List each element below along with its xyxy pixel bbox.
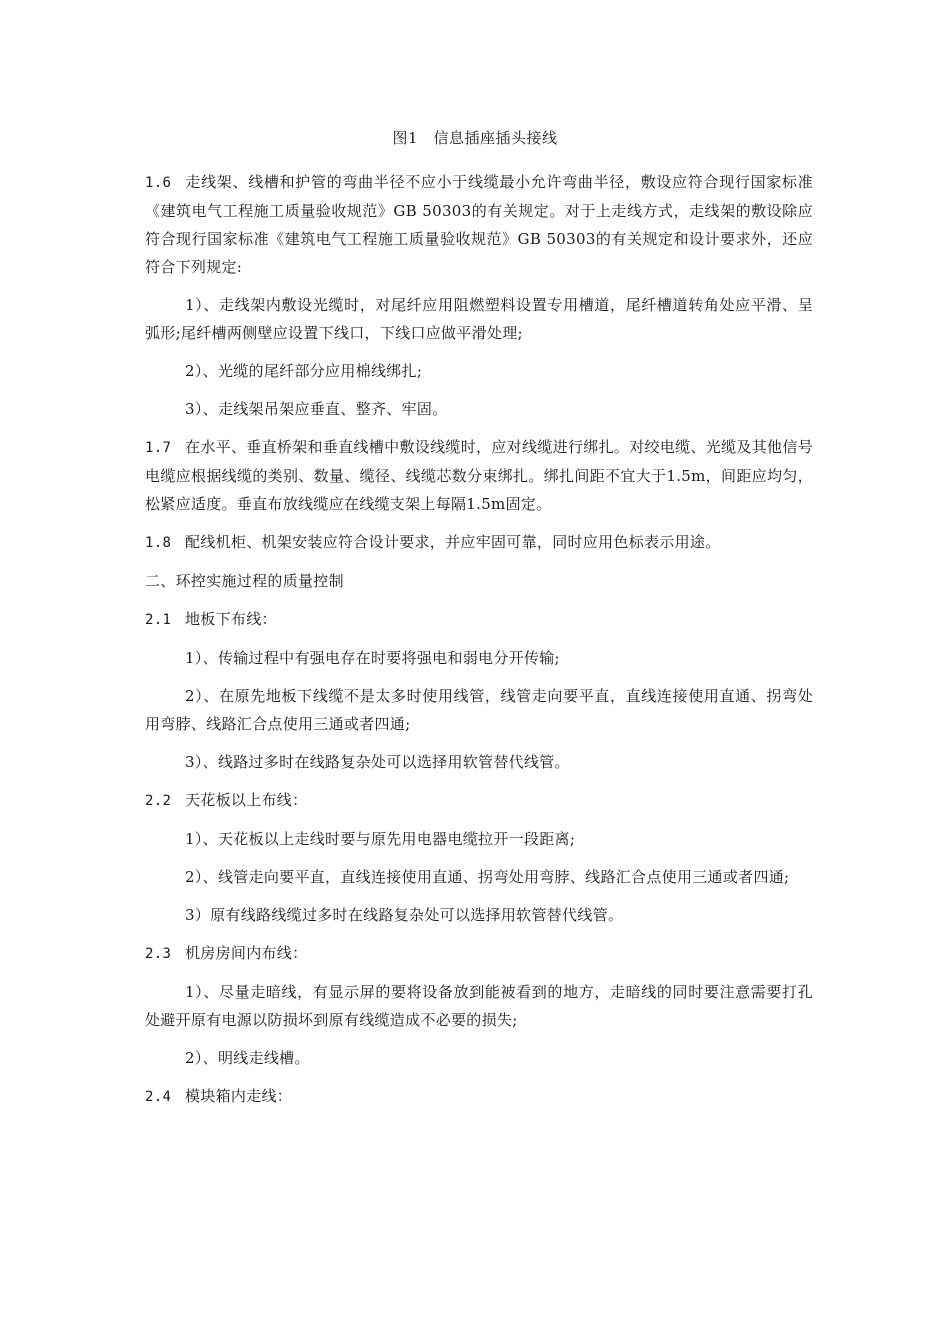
- list-item: 3）原有线路线缆过多时在线路复杂处可以选择用软管替代线管。: [185, 906, 624, 924]
- clause-text: 地板下布线：: [185, 610, 277, 628]
- list-item: 3）、线路过多时在线路复杂处可以选择用软管替代线管。: [185, 753, 570, 771]
- list-item: 2）、光缆的尾纤部分应用棉线绑扎;: [185, 362, 423, 380]
- list-item: 3）、走线架吊架应垂直、整齐、牢固。: [185, 400, 448, 418]
- section-heading: 二、环控实施过程的质量控制: [145, 572, 344, 590]
- clause-1-8: [145, 528, 813, 557]
- clause-number: 2.3: [145, 946, 172, 962]
- clause-number: 1.6: [145, 175, 172, 191]
- clause-1-7: [145, 433, 813, 518]
- clause-text: 在水平、垂直桥架和垂直线槽中敷设线缆时，应对线缆进行绑扎。对绞电缆、光缆及其他信号电缆应根据线缆的类别、数量、缆径、线缆芯数分束绑扎。绑扎间距不宜大于1.5m，间距应均匀，松紧应适度。垂直布放线缆应在线缆支架上每隔1.5m固定。: [145, 438, 813, 513]
- list-item: 1）、尽量走暗线，有显示屏的要将设备放到能被看到的地方，走暗线的同时要注意需要打孔处避开原有电源以防损坏到原有线缆造成不必要的损失;: [145, 983, 813, 1029]
- clause-2-2: [145, 786, 813, 815]
- document-body: [145, 168, 813, 1121]
- figure-caption: 图1 信息插座插头接线: [392, 129, 558, 147]
- clause-1-6: [145, 168, 813, 281]
- clause-text: 走线架、线槽和护管的弯曲半径不应小于线缆最小允许弯曲半径，敷设应符合现行国家标准《建筑电气工程施工质量验收规范》GB 50303的有关规定。对于上走线方式，走线架的敷设除应符合现行国家标准《建筑电气工程施工质量验收规范》GB 50303的有关规定和设计要求外，还应符合下列规定:: [145, 173, 813, 276]
- clause-number: 2.2: [145, 793, 172, 809]
- list-item: 1）、传输过程中有强电存在时要将强电和弱电分开传输;: [185, 649, 560, 667]
- clause-number: 2.1: [145, 612, 172, 628]
- clause-2-1: [145, 605, 813, 634]
- list-item: 2）、线管走向要平直，直线连接使用直通、拐弯处用弯脖、线路汇合点使用三通或者四通;: [185, 868, 790, 886]
- clause-number: 2.4: [145, 1089, 172, 1105]
- list-item: 2）、在原先地板下线缆不是太多时使用线管，线管走向要平直，直线连接使用直通、拐弯处用弯脖、线路汇合点使用三通或者四通;: [145, 687, 813, 733]
- clause-2-3: [145, 939, 813, 968]
- clause-number: 1.7: [145, 440, 172, 456]
- clause-number: 1.8: [145, 535, 172, 551]
- clause-text: 模块箱内走线：: [185, 1087, 293, 1105]
- list-item: 1）、天花板以上走线时要与原先用电器电缆拉开一段距离;: [185, 830, 576, 848]
- list-item: 1）、走线架内敷设光缆时，对尾纤应用阻燃塑料设置专用槽道，尾纤槽道转角处应平滑、呈弧形;尾纤槽两侧壁应设置下线口，下线口应做平滑处理;: [145, 296, 813, 342]
- clause-2-4: [145, 1082, 813, 1111]
- clause-text: 机房房间内布线：: [185, 944, 308, 962]
- clause-text: 天花板以上布线：: [185, 791, 308, 809]
- list-item: 2）、明线走线槽。: [185, 1049, 310, 1067]
- clause-text: 配线机柜、机架安装应符合设计要求，并应牢固可靠，同时应用色标表示用途。: [185, 533, 721, 551]
